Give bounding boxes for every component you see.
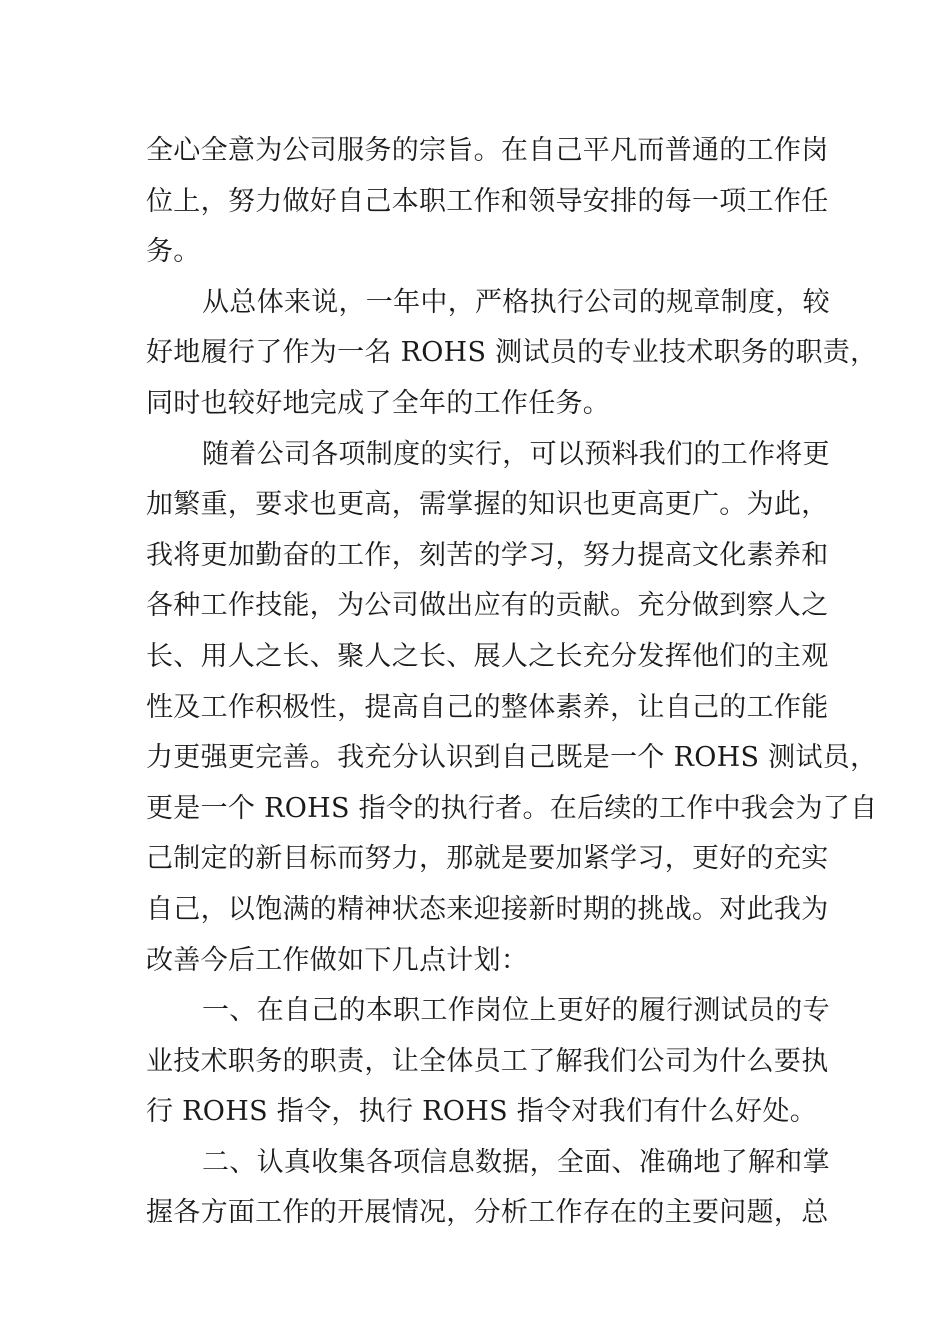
text-line: 二、认真收集各项信息数据，全面、准确地了解和掌 (202, 1146, 830, 1178)
text-line: 随着公司各项制度的实行，可以预料我们的工作将更 (202, 438, 830, 470)
text-line: 一、在自己的本职工作岗位上更好的履行测试员的专 (202, 995, 830, 1027)
text-line: 位上，努力做好自己本职工作和领导安排的每一项工作任 (146, 185, 829, 217)
text-line: 好地履行了作为一名 ROHS 测试员的专业技术职务的职责， (146, 337, 878, 369)
text-line: 改善今后工作做如下几点计划： (146, 944, 529, 976)
text-line: 各种工作技能，为公司做出应有的贡献。充分做到察人之 (146, 590, 829, 622)
text-line: 务。 (146, 236, 201, 268)
text-line: 加繁重，要求也更高，需掌握的知识也更高更广。为此， (146, 489, 829, 521)
text-line: 力更强更完善。我充分认识到自己既是一个 ROHS 测试员， (146, 742, 878, 774)
text-line: 同时也较好地完成了全年的工作任务。 (146, 387, 611, 419)
text-line: 全心全意为公司服务的宗旨。在自己平凡而普通的工作岗 (146, 135, 829, 166)
text-line: 己制定的新目标而努力，那就是要加紧学习，更好的充实 (146, 843, 829, 875)
text-line: 我将更加勤奋的工作，刻苦的学习，努力提高文化素养和 (146, 539, 829, 571)
text-line: 更是一个 ROHS 指令的执行者。在后续的工作中我会为了自 (146, 792, 878, 824)
text-line: 行 ROHS 指令，执行 ROHS 指令对我们有什么好处。 (146, 1096, 818, 1128)
text-line: 业技术职务的职责，让全体员工了解我们公司为什么要执 (146, 1045, 829, 1077)
text-line: 从总体来说，一年中，严格执行公司的规章制度，较 (202, 286, 830, 318)
text-line: 自己，以饱满的精神状态来迎接新时期的挑战。对此我为 (146, 893, 829, 925)
text-line: 握各方面工作的开展情况，分析工作存在的主要问题，总 (146, 1197, 829, 1229)
text-line: 长、用人之长、聚人之长、展人之长充分发挥他们的主观 (146, 640, 829, 672)
text-line: 性及工作积极性，提高自己的整体素养，让自己的工作能 (146, 691, 829, 723)
document-body (146, 126, 878, 1239)
